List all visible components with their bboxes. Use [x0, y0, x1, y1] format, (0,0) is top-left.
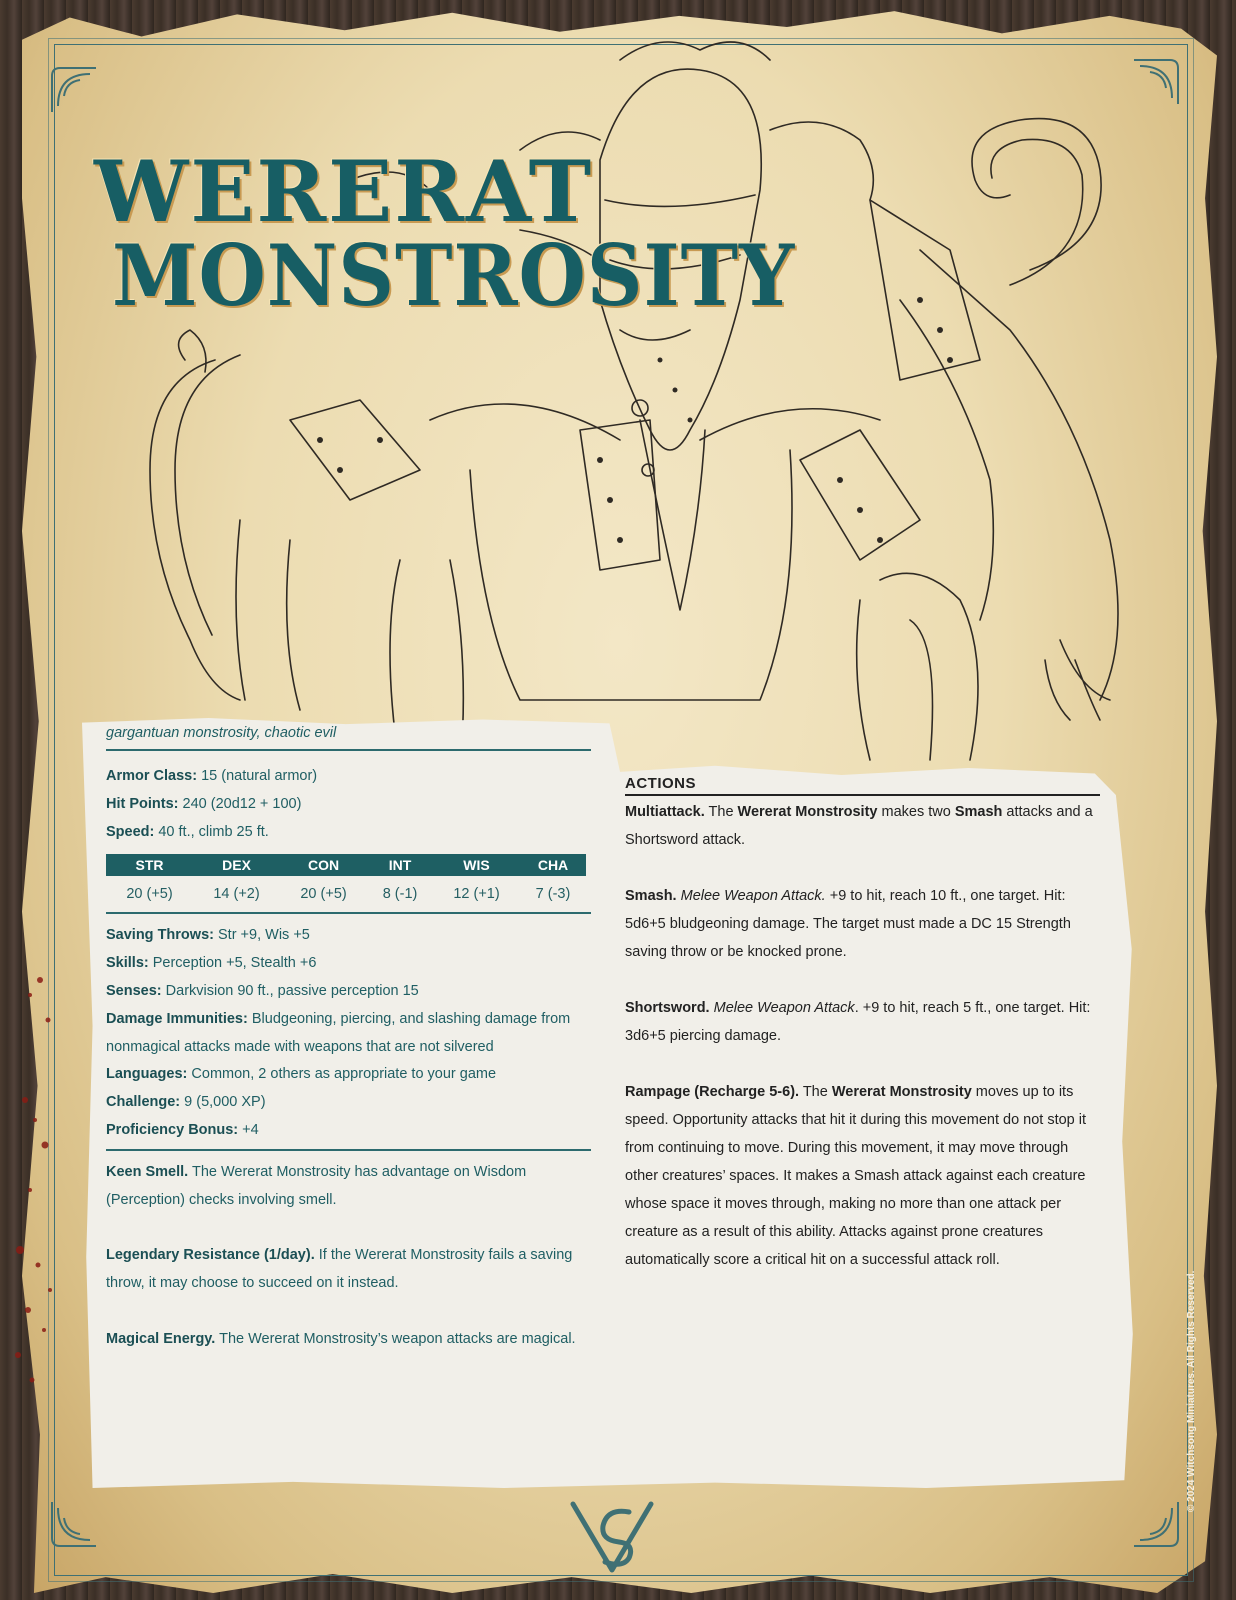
skills: Skills: Perception +5, Stealth +6: [106, 955, 317, 972]
ability-value: 8 (-1): [382, 886, 418, 903]
ability-header: CHA: [520, 854, 586, 876]
ability-header: CON: [280, 854, 367, 876]
ability-value: 7 (-3): [535, 886, 571, 903]
ability-value-row: [106, 876, 586, 912]
speed: Speed: 40 ft., climb 25 ft.: [106, 823, 269, 840]
action-rampage: Rampage (Recharge 5-6). The Wererat Monstrosity moves up to its speed. Opportunity attacks that hit it during this movement do not stop it from continuing to move. During this movement, it may move through other creatures’ spaces. It makes a Smash attack against each creature whose space it moves through, making no more than one attack per creature as a result of this ability. Attacks against prone creatures automatically score a critical hit on a successful attack roll.: [625, 1084, 1087, 1268]
type-alignment: gargantuan monstrosity, chaotic evil: [106, 725, 337, 741]
hit-points: Hit Points: 240 (20d12 + 100): [106, 795, 302, 812]
stat-block-left: [106, 720, 591, 1354]
wererat-sketch-illustration: [0, 0, 1236, 780]
copyright-notice: © 2024 Witchsong Miniatures. All Rights Reserved.: [1186, 1270, 1197, 1512]
corner-ornament-icon: [50, 1500, 98, 1548]
corner-ornament-icon: [1132, 1500, 1180, 1548]
title-line-2: MONSTROSITY: [112, 226, 796, 325]
damage-immunities: Damage Immunities: Bludgeoning, piercing, and slashing damage from nonmagical attacks made with weapons that are not silvered: [106, 1010, 571, 1055]
proficiency-bonus: Proficiency Bonus: +4: [106, 1121, 259, 1138]
actions-heading: ACTIONS: [625, 775, 1100, 796]
action-smash: Smash. Melee Weapon Attack. +9 to hit, reach 10 ft., one target. Hit: 5d6+5 bludgeoning damage. The target must made a DC 15 Strength saving throw or be knocked prone.: [625, 888, 1071, 960]
ability-scores-table: [106, 854, 586, 912]
trait-legendary-resistance: Legendary Resistance (1/day). If the Wererat Monstrosity fails a saving throw, it may choose to succeed on it instead.: [106, 1247, 573, 1292]
senses: Senses: Darkvision 90 ft., passive perception 15: [106, 982, 419, 999]
ability-header: DEX: [193, 854, 280, 876]
monster-title: [94, 142, 796, 325]
saving-throws: Saving Throws: Str +9, Wis +5: [106, 927, 310, 944]
trait-keen-smell: Keen Smell. The Wererat Monstrosity has advantage on Wisdom (Perception) checks involving smell.: [106, 1163, 527, 1208]
title-line-1: WERERAT: [94, 142, 594, 241]
ability-value: 20 (+5): [126, 886, 173, 903]
core-properties: [106, 751, 591, 846]
actions-section: [625, 775, 1100, 1274]
armor-class: Armor Class: 15 (natural armor): [106, 768, 318, 784]
languages: Languages: Common, 2 others as appropriate to your game: [106, 1066, 497, 1083]
challenge: Challenge: 9 (5,000 XP): [106, 1094, 266, 1111]
detail-properties: [106, 914, 591, 1144]
trait-magical-energy: Magical Energy. The Wererat Monstrosity’s weapon attacks are magical.: [106, 1330, 576, 1347]
blood-splatter-icon: [0, 960, 60, 1400]
ability-header: STR: [106, 854, 193, 876]
ability-header-row: [106, 854, 586, 876]
ability-value: 12 (+1): [453, 886, 500, 903]
action-shortsword: Shortsword. Melee Weapon Attack. +9 to hit, reach 5 ft., one target. Hit: 3d6+5 piercing damage.: [625, 1000, 1091, 1044]
ability-header: WIS: [433, 854, 520, 876]
ability-value: 20 (+5): [300, 886, 347, 903]
ability-value: 14 (+2): [213, 886, 260, 903]
witchsong-logo-icon: [567, 1498, 657, 1576]
ability-header: INT: [367, 854, 433, 876]
action-multiattack: Multiattack. The Wererat Monstrosity makes two Smash attacks and a Shortsword attack.: [625, 804, 1093, 848]
traits: [106, 1151, 591, 1354]
